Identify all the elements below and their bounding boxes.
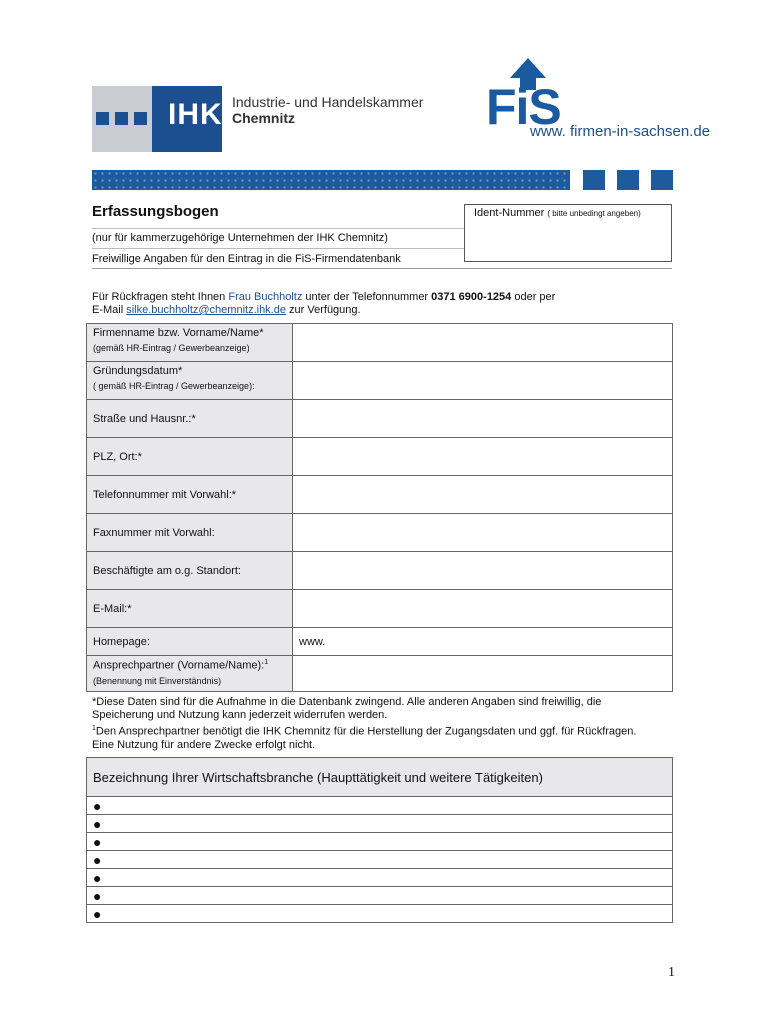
ident-number-label (474, 207, 641, 219)
bullet-icon: ● (93, 851, 102, 868)
branch-input-7[interactable] (87, 905, 673, 923)
ihk-logo-text: IHK (168, 98, 223, 131)
fax-input[interactable] (293, 514, 673, 552)
footnote-marker: 1 (264, 659, 269, 666)
branch-row (87, 815, 673, 833)
ident-label-text: Ident-Nummer (474, 207, 545, 219)
bullet-icon: ● (93, 869, 102, 886)
field-label: Telefonnummer mit Vorwahl:* (87, 476, 293, 514)
form-row (87, 362, 673, 400)
form-row (87, 552, 673, 590)
divider (92, 228, 464, 229)
contact-info (92, 291, 652, 317)
footnote-marker: 1 (92, 725, 96, 732)
field-label: Homepage: (87, 628, 293, 656)
footnote (92, 696, 692, 752)
field-label: Beschäftigte am o.g. Standort: (87, 552, 293, 590)
form-title: Erfassungsbogen (92, 203, 219, 220)
header-bar (92, 170, 570, 190)
contact-text: oder per (511, 291, 556, 303)
form-subtitle: (nur für kammerzugehörige Unternehmen der IHK Chemnitz) (92, 232, 388, 244)
form-row (87, 324, 673, 362)
contact-person: Frau Buchholtz (228, 291, 303, 303)
homepage-input[interactable]: www. (293, 628, 673, 656)
contact-phone: 0371 6900-1254 (431, 291, 512, 303)
contact-text: Für Rückfragen steht Ihnen (92, 291, 229, 303)
branch-row (87, 833, 673, 851)
branch-row (87, 869, 673, 887)
branch-input-2[interactable] (87, 815, 673, 833)
field-label (87, 362, 293, 400)
form-optional-note: Freiwillige Angaben für den Eintrag in die FiS-Firmendatenbank (92, 253, 401, 265)
bullet-icon: ● (93, 887, 102, 904)
header-square (583, 170, 605, 190)
field-label: Faxnummer mit Vorwahl: (87, 514, 293, 552)
field-label: Straße und Hausnr.:* (87, 400, 293, 438)
zip-city-input[interactable] (293, 438, 673, 476)
bullet-icon: ● (93, 797, 102, 814)
form-row (87, 400, 673, 438)
branch-header: Bezeichnung Ihrer Wirtschaftsbranche (Haupttätigkeit und weitere Tätigkeiten) (87, 758, 673, 797)
bullet-icon: ● (93, 815, 102, 832)
fis-logo-text: FiS (486, 79, 561, 135)
founding-date-input[interactable] (293, 362, 673, 400)
phone-input[interactable] (293, 476, 673, 514)
divider (92, 268, 672, 269)
field-label: E-Mail:* (87, 590, 293, 628)
branch-row (87, 887, 673, 905)
branch-input-6[interactable] (87, 887, 673, 905)
branch-input-4[interactable] (87, 851, 673, 869)
footnote-line: Speicherung und Nutzung kann jederzeit widerrufen werden. (92, 709, 388, 721)
field-label (87, 324, 293, 362)
form-row (87, 476, 673, 514)
form-row (87, 590, 673, 628)
ihk-logo-square (134, 112, 147, 125)
field-label-text: Firmenname bzw. Vorname/Name* (93, 327, 264, 339)
contact-person-input[interactable] (293, 656, 673, 692)
branch-row (87, 905, 673, 923)
branch-row (87, 797, 673, 815)
ihk-logo-square (115, 112, 128, 125)
field-label-sub: ( gemäß HR-Eintrag / Gewerbeanzeige): (93, 381, 255, 391)
branch-input-1[interactable] (87, 797, 673, 815)
footnote-line: Den Ansprechpartner benötigt die IHK Chemnitz für die Herstellung der Zugangsdaten und ggf. für Rückfragen. (95, 725, 637, 738)
company-name-input[interactable] (293, 324, 673, 362)
ident-note: ( bitte unbedingt angeben) (547, 209, 641, 218)
fis-url: www. firmen-in-sachsen.de (530, 123, 711, 140)
form-row (87, 628, 673, 656)
contact-text: E-Mail (92, 304, 127, 316)
company-form (86, 323, 673, 692)
form-row (87, 656, 673, 692)
contact-text: zur Verfügung. (285, 304, 361, 316)
header-square (651, 170, 673, 190)
employees-input[interactable] (293, 552, 673, 590)
footnote-line: *Diese Daten sind für die Aufnahme in die Datenbank zwingend. Alle anderen Angaben sind freiwillig, die (92, 696, 602, 708)
field-label-text: Ansprechpartner (Vorname/Name): (93, 659, 265, 672)
page-number: 1 (668, 965, 675, 980)
field-label (87, 656, 293, 692)
contact-text: unter der Telefonnummer (302, 291, 432, 303)
branch-table (86, 757, 673, 923)
ihk-logo-square (96, 112, 109, 125)
form-row (87, 438, 673, 476)
ihk-name-line1: Industrie- und Handelskammer (232, 94, 424, 110)
field-label: PLZ, Ort:* (87, 438, 293, 476)
ihk-logo (92, 86, 222, 152)
field-label-sub: (gemäß HR-Eintrag / Gewerbeanzeige) (93, 343, 250, 353)
branch-input-3[interactable] (87, 833, 673, 851)
ihk-name-line2: Chemnitz (232, 110, 295, 126)
street-input[interactable] (293, 400, 673, 438)
form-row (87, 514, 673, 552)
field-label-text: Gründungsdatum* (93, 365, 183, 377)
footnote-line: Eine Nutzung für andere Zwecke erfolgt nicht. (92, 738, 316, 751)
field-label-sub: (Benennung mit Einverständnis) (93, 675, 222, 686)
divider (92, 248, 464, 249)
branch-row (87, 851, 673, 869)
bullet-icon: ● (93, 905, 102, 922)
branch-input-5[interactable] (87, 869, 673, 887)
bullet-icon: ● (93, 833, 102, 850)
branch-header-row (87, 758, 673, 797)
contact-email-link[interactable]: silke.buchholtz@chemnitz.ihk.de (126, 304, 286, 316)
email-input[interactable] (293, 590, 673, 628)
header-square (617, 170, 639, 190)
